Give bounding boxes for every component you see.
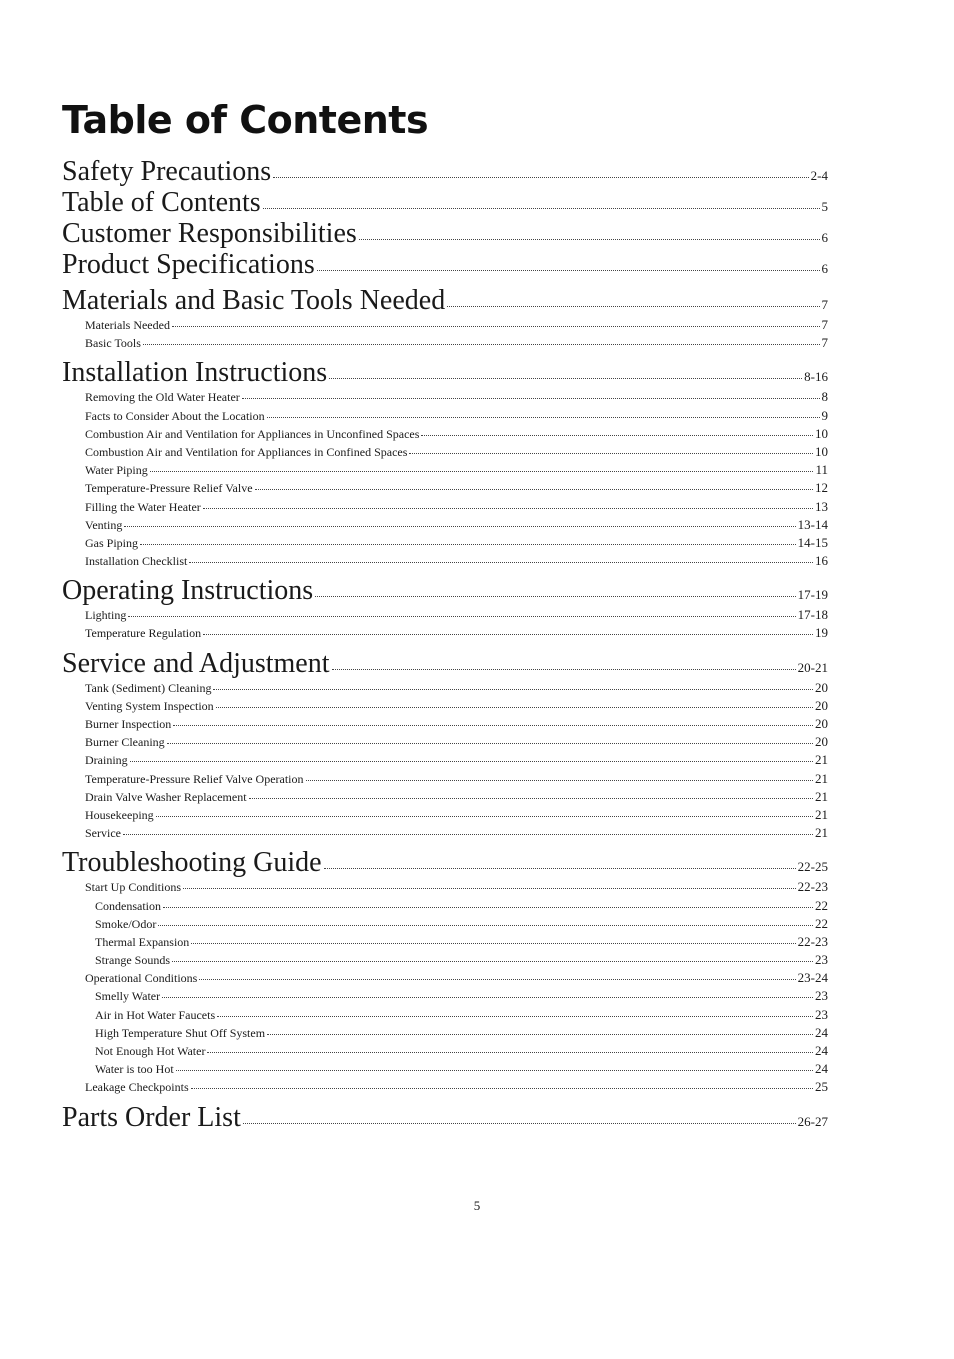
dot-leader [150, 471, 814, 472]
toc-entry-page: 10 [815, 425, 828, 441]
toc-entry-label: Safety Precautions [62, 156, 272, 187]
dot-leader [130, 761, 813, 762]
dot-leader [207, 1052, 813, 1053]
toc-section[interactable] [62, 156, 828, 187]
toc-entry-label: Installation Checklist [85, 554, 188, 569]
dot-leader [143, 344, 820, 345]
toc-subsubsection[interactable] [62, 987, 828, 1005]
toc-section[interactable] [62, 648, 828, 679]
toc-subsection[interactable] [62, 316, 828, 334]
toc-entry-page: 22-23 [797, 933, 828, 949]
toc-section[interactable] [62, 357, 828, 388]
toc-entry-label: Lighting [85, 608, 127, 623]
dot-leader [329, 378, 802, 379]
dot-leader [306, 780, 813, 781]
toc-entry-label: Venting [85, 517, 123, 532]
toc-entry-page: 13 [815, 498, 828, 514]
toc-subsection[interactable] [62, 516, 828, 534]
toc-entry-label: Combustion Air and Ventilation for Appliances in Unconfined Spaces [85, 426, 420, 441]
dot-leader [249, 798, 813, 799]
toc-subsection[interactable] [62, 824, 828, 842]
toc-entry-label: Service and Adjustment [62, 647, 330, 679]
toc-entry-label: Gas Piping [85, 535, 139, 550]
dot-leader [128, 616, 795, 617]
toc-subsection[interactable] [62, 498, 828, 516]
toc-entry-label: Smelly Water [95, 989, 161, 1004]
toc-subsection[interactable] [62, 770, 828, 788]
toc-subsection[interactable] [62, 806, 828, 824]
dot-leader [162, 997, 813, 998]
dot-leader [156, 816, 813, 817]
toc-entry-page: 21 [815, 788, 828, 804]
dot-leader [332, 669, 796, 670]
toc-entry-page: 22 [815, 915, 828, 931]
dot-leader [189, 562, 813, 563]
toc-section[interactable] [62, 218, 828, 249]
toc-entry-label: Smoke/Odor [95, 916, 157, 931]
dot-leader [255, 489, 813, 490]
toc-subsubsection[interactable] [62, 897, 828, 915]
toc-entry-page: 17-18 [797, 607, 828, 623]
toc-entry-label: Water Piping [85, 463, 148, 478]
dot-leader [191, 943, 795, 944]
toc-entry-page: 17-19 [797, 587, 828, 603]
toc-entry-label: Temperature-Pressure Relief Valve [85, 481, 253, 496]
toc-entry-label: Facts to Consider About the Location [85, 408, 265, 423]
dot-leader [267, 417, 820, 418]
toc-entry-label: Troubleshooting Guide [62, 847, 322, 879]
toc-entry-label: Housekeeping [85, 807, 154, 822]
toc-subsection[interactable] [62, 443, 828, 461]
toc-entry-label: Combustion Air and Ventilation for Appliances in Confined Spaces [85, 444, 408, 459]
toc-entry-page: 9 [821, 407, 828, 423]
dot-leader [242, 398, 820, 399]
toc-subsection[interactable] [62, 624, 828, 642]
table-of-contents [62, 156, 828, 1133]
toc-subsection[interactable] [62, 388, 828, 406]
toc-subsubsection[interactable] [62, 1006, 828, 1024]
page-title: Table of Contents [62, 98, 429, 142]
toc-entry-page: 26-27 [797, 1113, 828, 1129]
toc-entry-label: Leakage Checkpoints [85, 1080, 189, 1095]
toc-entry-page: 7 [821, 335, 828, 351]
dot-leader [124, 526, 795, 527]
toc-subsection[interactable] [62, 407, 828, 425]
toc-entry-page: 7 [821, 317, 828, 332]
toc-entry-page: 23 [815, 1006, 828, 1022]
toc-entry-page: 10 [815, 443, 828, 459]
dot-leader [203, 508, 813, 509]
toc-entry-page: 22 [815, 897, 828, 913]
toc-entry-label: Product Specifications [62, 249, 315, 280]
dot-leader [183, 888, 796, 889]
toc-entry-label: Temperature Regulation [85, 626, 202, 641]
toc-entry-label: Materials and Basic Tools Needed [62, 285, 446, 316]
dot-leader [447, 306, 819, 307]
toc-entry-page: 6 [821, 261, 828, 276]
toc-entry-label: Burner Cleaning [85, 735, 165, 750]
toc-section[interactable] [62, 187, 828, 218]
dot-leader [158, 925, 813, 926]
toc-subsection[interactable] [62, 534, 828, 552]
toc-entry-page: 21 [815, 806, 828, 822]
toc-entry-label: Air in Hot Water Faucets [95, 1007, 216, 1022]
toc-entry-page: 21 [815, 770, 828, 786]
toc-entry-page: 20-21 [797, 659, 828, 675]
toc-entry-label: Service [85, 826, 121, 841]
toc-subsection[interactable] [62, 733, 828, 751]
toc-subsection[interactable] [62, 479, 828, 497]
toc-subsection[interactable] [62, 788, 828, 806]
toc-entry-page: 16 [815, 553, 828, 569]
toc-entry-label: Start Up Conditions [85, 880, 182, 895]
toc-entry-label: Removing the Old Water Heater [85, 390, 240, 405]
toc-section[interactable] [62, 847, 828, 878]
dot-leader [213, 689, 813, 690]
dot-leader [176, 1070, 813, 1071]
toc-entry-label: Strange Sounds [95, 953, 170, 968]
toc-entry-page: 24 [815, 1043, 828, 1058]
toc-entry-page: 25 [815, 1079, 828, 1095]
toc-subsection[interactable] [62, 715, 828, 733]
toc-entry-page: 20 [815, 679, 828, 695]
dot-leader [172, 961, 813, 962]
toc-entry-page: 7 [821, 297, 828, 312]
dot-leader [173, 725, 813, 726]
dot-leader [409, 453, 813, 454]
toc-entry-label: Draining [85, 753, 128, 768]
toc-section[interactable] [62, 249, 828, 280]
toc-subsection[interactable] [62, 334, 828, 352]
dot-leader [191, 1088, 813, 1089]
toc-entry-page: 22-23 [797, 879, 828, 895]
toc-entry-label: Operational Conditions [85, 971, 198, 986]
dot-leader [317, 270, 820, 271]
dot-leader [216, 707, 813, 708]
toc-entry-page: 13-14 [797, 516, 828, 532]
toc-entry-page: 24 [815, 1024, 828, 1040]
dot-leader [273, 177, 808, 178]
toc-subsubsection[interactable] [62, 1042, 828, 1060]
toc-subsection[interactable] [62, 878, 828, 896]
toc-subsection[interactable] [62, 697, 828, 715]
toc-entry-page: 22-25 [797, 859, 828, 875]
toc-entry-label: Drain Valve Washer Replacement [85, 789, 247, 804]
toc-subsection[interactable] [62, 1078, 828, 1096]
toc-entry-page: 20 [815, 734, 828, 750]
toc-section[interactable] [62, 285, 828, 316]
toc-section[interactable] [62, 575, 828, 606]
dot-leader [163, 907, 813, 908]
toc-section[interactable] [62, 1102, 828, 1133]
toc-entry-page: 8 [821, 389, 828, 405]
toc-entry-page: 2-4 [810, 168, 828, 183]
toc-subsubsection[interactable] [62, 1060, 828, 1078]
toc-entry-page: 21 [815, 752, 828, 768]
toc-subsection[interactable] [62, 969, 828, 987]
toc-entry-label: Filling the Water Heater [85, 499, 201, 514]
toc-entry-label: Customer Responsibilities [62, 218, 357, 249]
toc-subsubsection[interactable] [62, 933, 828, 951]
toc-entry-label: Thermal Expansion [95, 934, 190, 949]
toc-subsection[interactable] [62, 552, 828, 570]
toc-entry-label: Burner Inspection [85, 717, 172, 731]
toc-entry-page: 19 [815, 625, 828, 641]
toc-subsection[interactable] [62, 751, 828, 769]
toc-entry-label: Not Enough Hot Water [95, 1044, 206, 1058]
toc-entry-page: 24 [815, 1061, 828, 1077]
toc-entry-page: 6 [821, 230, 828, 245]
toc-entry-label: Condensation [95, 898, 161, 913]
toc-subsection[interactable] [62, 679, 828, 697]
toc-entry-label: Water is too Hot [95, 1062, 174, 1077]
toc-subsubsection[interactable] [62, 1024, 828, 1042]
dot-leader [315, 596, 795, 597]
dot-leader [172, 326, 820, 327]
dot-leader [199, 979, 795, 980]
toc-entry-label: Table of Contents [62, 187, 261, 218]
toc-entry-page: 5 [821, 199, 828, 214]
toc-entry-label: Operating Instructions [62, 575, 314, 607]
toc-subsection[interactable] [62, 606, 828, 624]
toc-entry-label: Basic Tools [85, 336, 141, 351]
dot-leader [243, 1123, 796, 1124]
toc-entry-page: 8-16 [804, 369, 828, 385]
dot-leader [203, 634, 813, 635]
toc-subsubsection[interactable] [62, 915, 828, 933]
toc-entry-label: Parts Order List [62, 1101, 241, 1133]
toc-entry-page: 23-24 [797, 970, 828, 986]
toc-entry-page: 20 [815, 697, 828, 713]
dot-leader [421, 435, 813, 436]
toc-entry-label: Installation Instructions [62, 357, 328, 389]
toc-entry-label: Materials Needed [85, 318, 170, 332]
dot-leader [263, 208, 820, 209]
page-number: 5 [473, 1198, 481, 1213]
dot-leader [359, 239, 820, 240]
toc-entry-page: 21 [815, 825, 828, 841]
toc-entry-label: Tank (Sediment) Cleaning [85, 680, 212, 695]
toc-entry-label: Venting System Inspection [85, 698, 214, 713]
toc-entry-page: 12 [815, 480, 828, 496]
toc-entry-page: 11 [815, 462, 828, 478]
toc-entry-label: Temperature-Pressure Relief Valve Operation [85, 771, 304, 786]
toc-subsection[interactable] [62, 461, 828, 479]
toc-entry-page: 20 [815, 716, 828, 731]
toc-entry-page: 23 [815, 988, 828, 1004]
toc-entry-page: 14-15 [797, 534, 828, 550]
dot-leader [217, 1016, 813, 1017]
toc-entry-page: 23 [815, 952, 828, 968]
dot-leader [167, 743, 813, 744]
toc-entry-label: High Temperature Shut Off System [95, 1025, 266, 1040]
dot-leader [267, 1034, 813, 1035]
toc-subsection[interactable] [62, 425, 828, 443]
dot-leader [140, 544, 796, 545]
dot-leader [123, 834, 813, 835]
toc-subsubsection[interactable] [62, 951, 828, 969]
dot-leader [324, 868, 796, 869]
